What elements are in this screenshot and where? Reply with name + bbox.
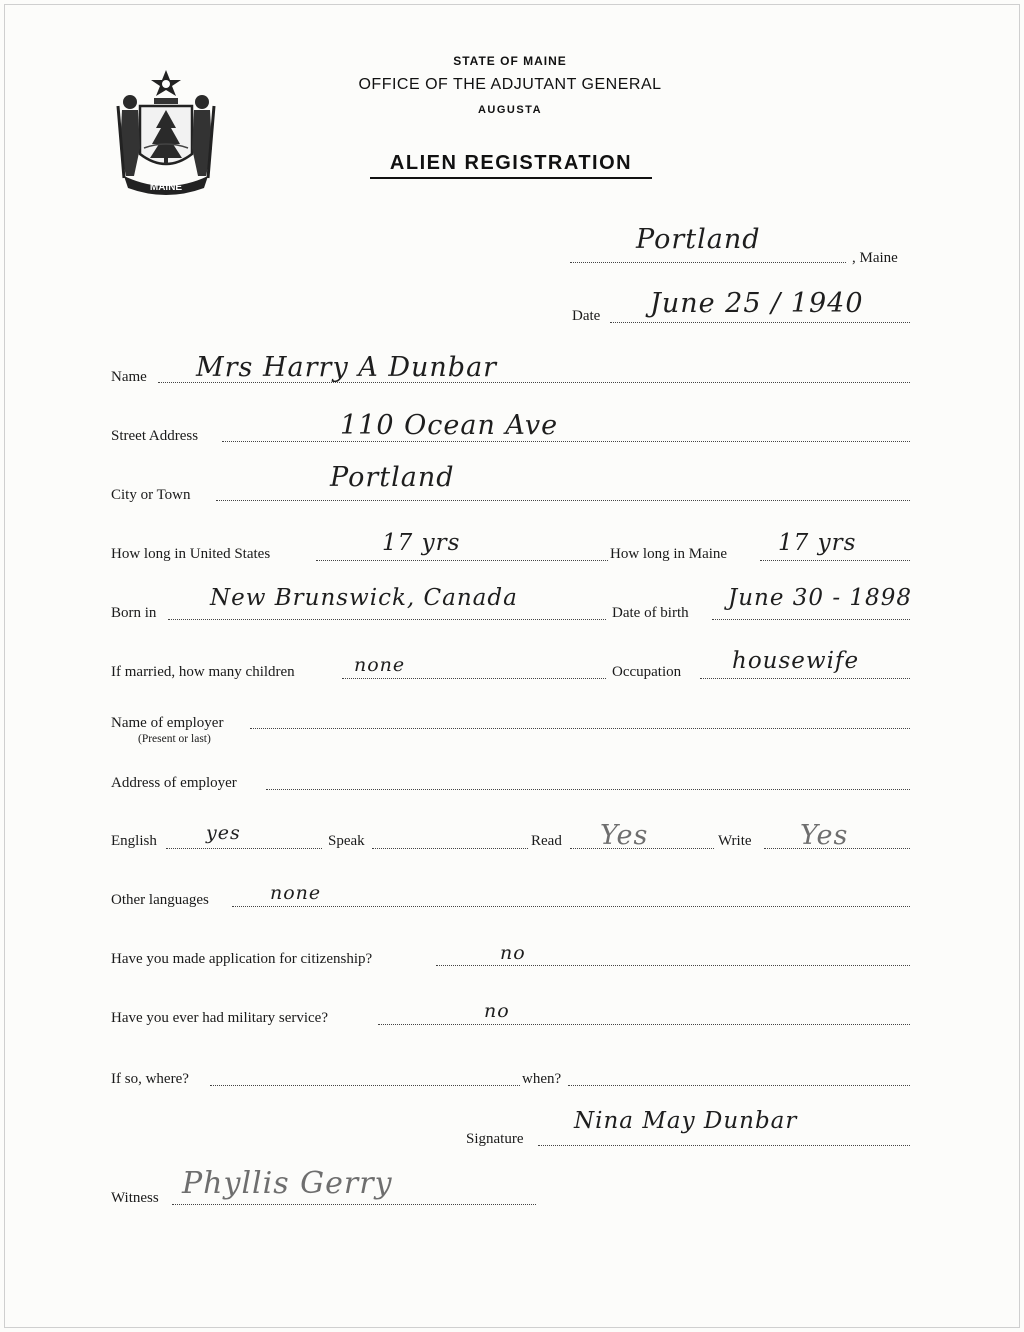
city-value[interactable]: Portland bbox=[330, 462, 455, 493]
occupation-label: Occupation bbox=[612, 664, 682, 680]
how-long-us-label: How long in United States bbox=[111, 546, 271, 562]
english-label: English bbox=[111, 833, 157, 849]
state-seal-icon bbox=[110, 66, 222, 196]
write-value[interactable]: Yes bbox=[800, 820, 849, 851]
how-long-us-value[interactable]: 17 yrs bbox=[382, 530, 461, 556]
header-city: AUGUSTA bbox=[477, 104, 543, 116]
children-value[interactable]: none bbox=[354, 654, 406, 676]
date-of-birth-line bbox=[712, 619, 910, 620]
speak-label: Speak bbox=[328, 833, 365, 849]
english-value[interactable]: yes bbox=[206, 822, 241, 844]
read-label: Read bbox=[531, 833, 562, 849]
read-value[interactable]: Yes bbox=[600, 820, 649, 851]
when-label: when? bbox=[522, 1071, 562, 1087]
military-value[interactable]: no bbox=[484, 1000, 510, 1022]
signature-value[interactable]: Nina May Dunbar bbox=[574, 1108, 798, 1134]
name-label: Name bbox=[111, 369, 147, 385]
place-line bbox=[570, 262, 846, 263]
other-languages-value[interactable]: none bbox=[270, 882, 322, 904]
military-label: Have you ever had military service? bbox=[111, 1010, 328, 1026]
signature-line bbox=[538, 1145, 910, 1146]
speak-line bbox=[372, 848, 528, 849]
street-line bbox=[222, 441, 910, 442]
where-line bbox=[210, 1085, 520, 1086]
name-value[interactable]: Mrs Harry A Dunbar bbox=[196, 352, 498, 383]
date-of-birth-value[interactable]: June 30 - 1898 bbox=[728, 585, 912, 611]
signature-label: Signature bbox=[466, 1131, 524, 1147]
when-line bbox=[568, 1085, 910, 1086]
witness-label: Witness bbox=[111, 1190, 159, 1206]
how-long-maine-label: How long in Maine bbox=[610, 546, 728, 562]
date-label: Date bbox=[572, 308, 601, 324]
employer-sub-label: (Present or last) bbox=[138, 733, 211, 745]
how-long-maine-line bbox=[760, 560, 910, 561]
other-languages-label: Other languages bbox=[111, 892, 209, 908]
city-line bbox=[216, 500, 910, 501]
how-long-us-line bbox=[316, 560, 608, 561]
header-state: STATE OF MAINE bbox=[453, 54, 567, 68]
maine-label: , Maine bbox=[852, 250, 898, 266]
city-label: City or Town bbox=[111, 487, 191, 503]
write-label: Write bbox=[718, 833, 752, 849]
seal-text: MAINE bbox=[149, 182, 183, 193]
street-label: Street Address bbox=[111, 428, 199, 444]
occupation-value[interactable]: housewife bbox=[732, 648, 860, 674]
military-line bbox=[378, 1024, 910, 1025]
header-office: OFFICE OF THE ADJUTANT GENERAL bbox=[358, 76, 662, 93]
form-title: ALIEN REGISTRATION bbox=[370, 152, 652, 179]
children-line bbox=[342, 678, 606, 679]
born-in-value[interactable]: New Brunswick, Canada bbox=[210, 585, 518, 611]
occupation-line bbox=[700, 678, 910, 679]
street-value[interactable]: 110 Ocean Ave bbox=[340, 410, 559, 441]
employer-line bbox=[250, 728, 910, 729]
citizenship-line bbox=[436, 965, 910, 966]
english-line bbox=[166, 848, 322, 849]
other-languages-line bbox=[232, 906, 910, 907]
born-in-label: Born in bbox=[111, 605, 157, 621]
employer-address-label: Address of employer bbox=[111, 775, 237, 791]
citizenship-label: Have you made application for citizenship? bbox=[111, 951, 373, 967]
date-value[interactable]: June 25 / 1940 bbox=[650, 288, 864, 319]
employer-address-line bbox=[266, 789, 910, 790]
employer-label: Name of employer bbox=[111, 715, 224, 731]
witness-value[interactable]: Phyllis Gerry bbox=[182, 1166, 393, 1201]
where-label: If so, where? bbox=[111, 1071, 189, 1087]
date-line bbox=[610, 322, 910, 323]
witness-line bbox=[172, 1204, 536, 1205]
citizenship-value[interactable]: no bbox=[500, 942, 526, 964]
place-value[interactable]: Portland bbox=[636, 224, 761, 255]
date-of-birth-label: Date of birth bbox=[612, 605, 689, 621]
how-long-maine-value[interactable]: 17 yrs bbox=[778, 530, 857, 556]
children-label: If married, how many children bbox=[111, 664, 295, 680]
born-in-line bbox=[168, 619, 606, 620]
